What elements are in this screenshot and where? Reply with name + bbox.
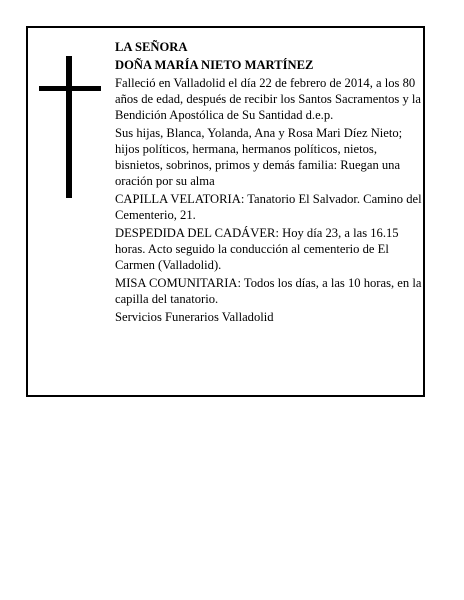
cross-icon (39, 56, 101, 198)
chapel-paragraph: CAPILLA VELATORIA: Tanatorio El Salvador. Camino del Cementerio, 21. (115, 192, 422, 222)
obituary-notice (26, 26, 425, 397)
notice-body (115, 39, 425, 327)
family-paragraph: Sus hijas, Blanca, Yolanda, Ana y Rosa Mari Díez Nieto; hijos políticos, hermana, hermanos políticos, nietos, bisnietos, sobrinos, primos y demás familia: Ruegan una oración por su alma (115, 126, 403, 188)
notice-title: LA SEÑORA (115, 40, 188, 54)
cross-vertical-bar (66, 56, 72, 198)
funeral-services-signature: Servicios Funerarios Valladolid (115, 310, 274, 324)
farewell-paragraph: DESPEDIDA DEL CADÁVER: Hoy día 23, a las 16.15 horas. Acto seguido la conducción al cementerio de El Carmen (Valladolid). (115, 226, 399, 272)
death-announcement: Falleció en Valladolid el día 22 de febrero de 2014, a los 80 años de edad, después de recibir los Santos Sacramentos y la Bendición Apostólica de Su Santidad d.e.p. (115, 76, 422, 122)
mass-paragraph: MISA COMUNITARIA: Todos los días, a las 10 horas, en la capilla del tanatorio. (115, 276, 422, 306)
cross-horizontal-bar (39, 86, 101, 91)
deceased-name: DOÑA MARÍA NIETO MARTÍNEZ (115, 58, 314, 72)
